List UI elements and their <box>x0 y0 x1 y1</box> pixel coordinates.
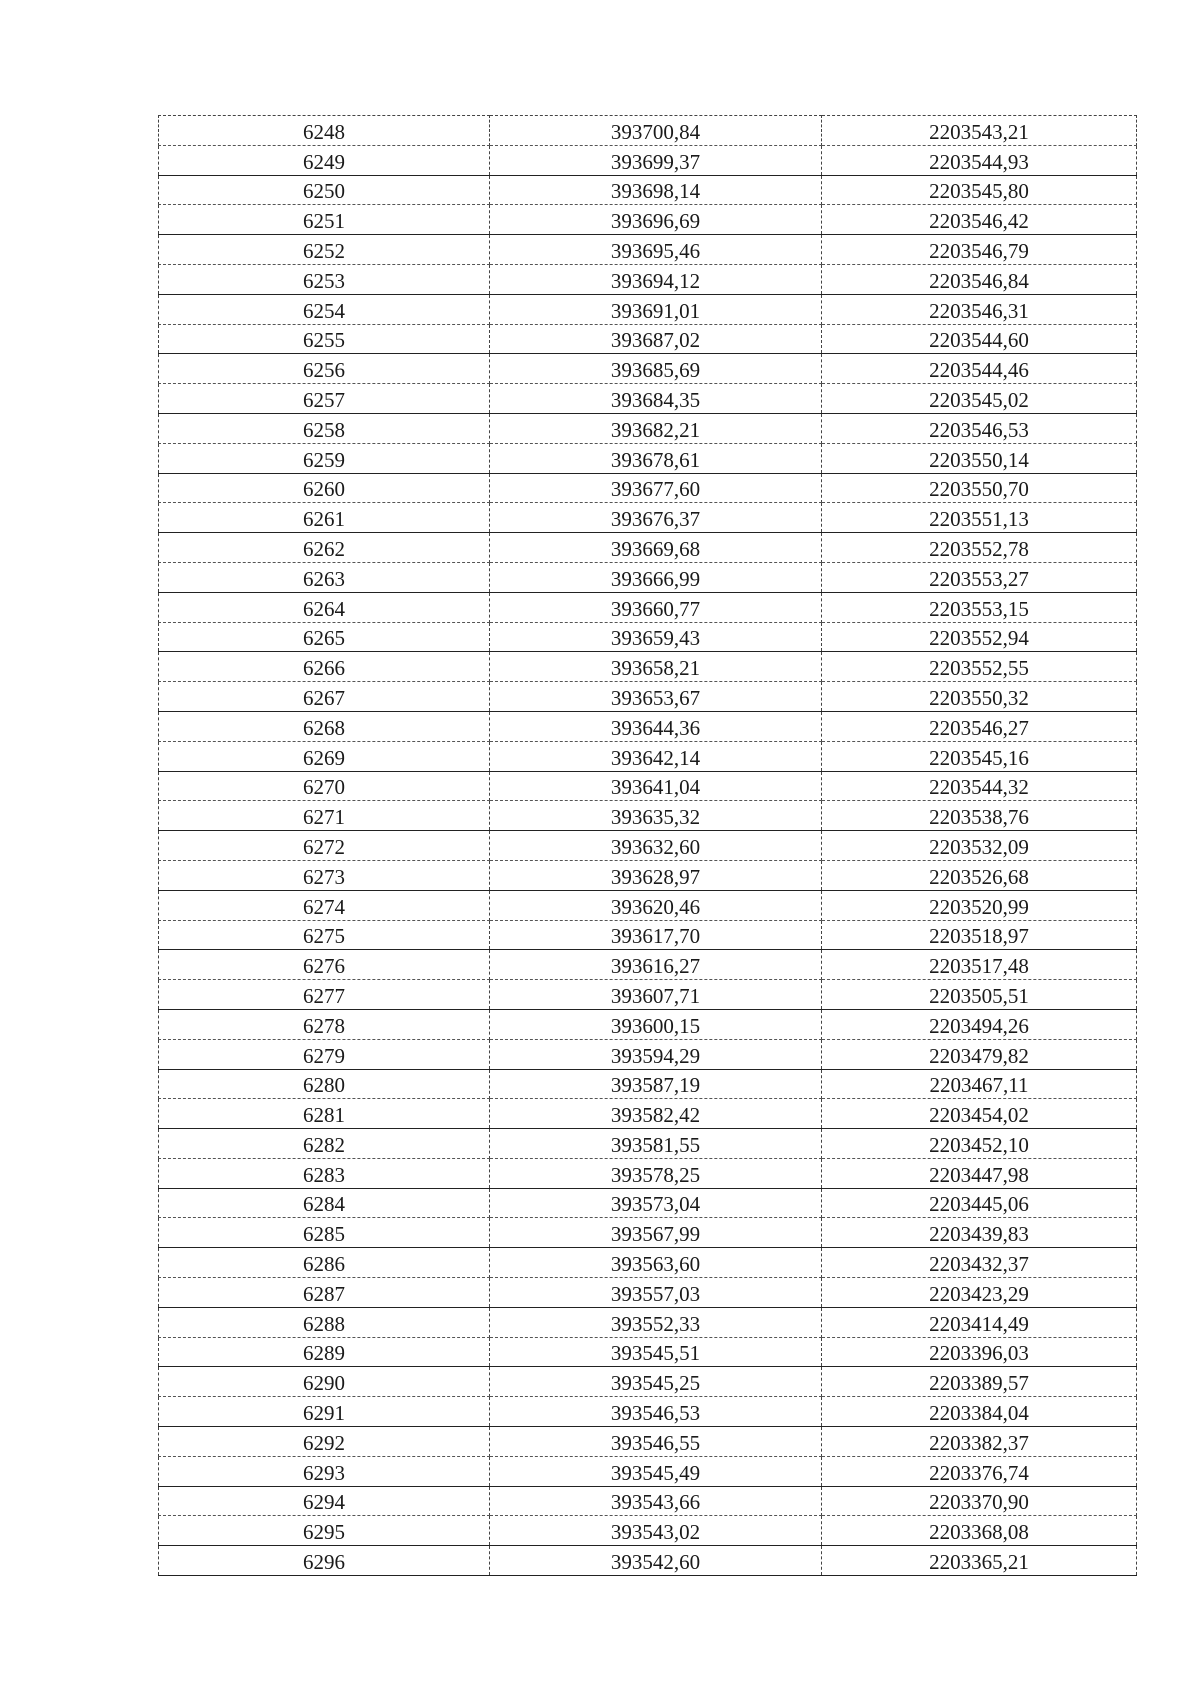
coordinates-table <box>158 115 1137 1576</box>
table-row <box>159 711 1137 741</box>
table-row <box>159 473 1137 503</box>
table-row <box>159 920 1137 950</box>
table-row <box>159 1397 1137 1427</box>
x-coordinate-cell: 393644,36 <box>490 711 822 741</box>
point-number-cell: 6274 <box>159 890 490 920</box>
y-coordinate-cell: 2203553,15 <box>822 592 1137 622</box>
y-coordinate-cell: 2203384,04 <box>822 1397 1137 1427</box>
y-coordinate-cell: 2203432,37 <box>822 1248 1137 1278</box>
x-coordinate-cell: 393699,37 <box>490 145 822 175</box>
y-coordinate-cell: 2203546,27 <box>822 711 1137 741</box>
point-number-cell: 6251 <box>159 205 490 235</box>
y-coordinate-cell: 2203494,26 <box>822 1009 1137 1039</box>
x-coordinate-cell: 393696,69 <box>490 205 822 235</box>
table-row <box>159 1427 1137 1457</box>
table-row <box>159 1367 1137 1397</box>
table-row <box>159 562 1137 592</box>
x-coordinate-cell: 393684,35 <box>490 384 822 414</box>
point-number-cell: 6264 <box>159 592 490 622</box>
x-coordinate-cell: 393578,25 <box>490 1158 822 1188</box>
y-coordinate-cell: 2203545,80 <box>822 175 1137 205</box>
x-coordinate-cell: 393641,04 <box>490 771 822 801</box>
y-coordinate-cell: 2203479,82 <box>822 1039 1137 1069</box>
point-number-cell: 6261 <box>159 503 490 533</box>
x-coordinate-cell: 393659,43 <box>490 622 822 652</box>
point-number-cell: 6253 <box>159 264 490 294</box>
x-coordinate-cell: 393635,32 <box>490 801 822 831</box>
x-coordinate-cell: 393563,60 <box>490 1248 822 1278</box>
y-coordinate-cell: 2203445,06 <box>822 1188 1137 1218</box>
x-coordinate-cell: 393557,03 <box>490 1278 822 1308</box>
point-number-cell: 6282 <box>159 1129 490 1159</box>
point-number-cell: 6271 <box>159 801 490 831</box>
table-row <box>159 1158 1137 1188</box>
x-coordinate-cell: 393594,29 <box>490 1039 822 1069</box>
table-row <box>159 950 1137 980</box>
x-coordinate-cell: 393582,42 <box>490 1099 822 1129</box>
y-coordinate-cell: 2203546,79 <box>822 235 1137 265</box>
y-coordinate-cell: 2203546,53 <box>822 413 1137 443</box>
table-row <box>159 831 1137 861</box>
y-coordinate-cell: 2203376,74 <box>822 1456 1137 1486</box>
point-number-cell: 6267 <box>159 682 490 712</box>
y-coordinate-cell: 2203546,31 <box>822 294 1137 324</box>
y-coordinate-cell: 2203365,21 <box>822 1546 1137 1576</box>
y-coordinate-cell: 2203505,51 <box>822 980 1137 1010</box>
y-coordinate-cell: 2203532,09 <box>822 831 1137 861</box>
y-coordinate-cell: 2203544,93 <box>822 145 1137 175</box>
y-coordinate-cell: 2203518,97 <box>822 920 1137 950</box>
table-row <box>159 1278 1137 1308</box>
table-row <box>159 741 1137 771</box>
table-row <box>159 1307 1137 1337</box>
table-row <box>159 801 1137 831</box>
y-coordinate-cell: 2203552,78 <box>822 533 1137 563</box>
point-number-cell: 6272 <box>159 831 490 861</box>
table-row <box>159 324 1137 354</box>
x-coordinate-cell: 393660,77 <box>490 592 822 622</box>
x-coordinate-cell: 393685,69 <box>490 354 822 384</box>
x-coordinate-cell: 393695,46 <box>490 235 822 265</box>
point-number-cell: 6280 <box>159 1069 490 1099</box>
point-number-cell: 6273 <box>159 860 490 890</box>
point-number-cell: 6279 <box>159 1039 490 1069</box>
table-row <box>159 354 1137 384</box>
point-number-cell: 6248 <box>159 116 490 146</box>
table-row <box>159 1039 1137 1069</box>
point-number-cell: 6283 <box>159 1158 490 1188</box>
point-number-cell: 6292 <box>159 1427 490 1457</box>
table-row <box>159 384 1137 414</box>
x-coordinate-cell: 393687,02 <box>490 324 822 354</box>
table-row <box>159 860 1137 890</box>
y-coordinate-cell: 2203368,08 <box>822 1516 1137 1546</box>
table-row <box>159 145 1137 175</box>
y-coordinate-cell: 2203544,46 <box>822 354 1137 384</box>
point-number-cell: 6260 <box>159 473 490 503</box>
x-coordinate-cell: 393600,15 <box>490 1009 822 1039</box>
x-coordinate-cell: 393616,27 <box>490 950 822 980</box>
x-coordinate-cell: 393628,97 <box>490 860 822 890</box>
x-coordinate-cell: 393617,70 <box>490 920 822 950</box>
table-row <box>159 592 1137 622</box>
y-coordinate-cell: 2203546,42 <box>822 205 1137 235</box>
x-coordinate-cell: 393573,04 <box>490 1188 822 1218</box>
point-number-cell: 6281 <box>159 1099 490 1129</box>
y-coordinate-cell: 2203423,29 <box>822 1278 1137 1308</box>
table-row <box>159 622 1137 652</box>
y-coordinate-cell: 2203452,10 <box>822 1129 1137 1159</box>
y-coordinate-cell: 2203517,48 <box>822 950 1137 980</box>
table-row <box>159 443 1137 473</box>
table-row <box>159 1516 1137 1546</box>
y-coordinate-cell: 2203551,13 <box>822 503 1137 533</box>
x-coordinate-cell: 393658,21 <box>490 652 822 682</box>
x-coordinate-cell: 393632,60 <box>490 831 822 861</box>
table-row <box>159 264 1137 294</box>
point-number-cell: 6256 <box>159 354 490 384</box>
table-row <box>159 1486 1137 1516</box>
point-number-cell: 6268 <box>159 711 490 741</box>
y-coordinate-cell: 2203545,02 <box>822 384 1137 414</box>
point-number-cell: 6262 <box>159 533 490 563</box>
point-number-cell: 6266 <box>159 652 490 682</box>
point-number-cell: 6277 <box>159 980 490 1010</box>
y-coordinate-cell: 2203370,90 <box>822 1486 1137 1516</box>
point-number-cell: 6291 <box>159 1397 490 1427</box>
x-coordinate-cell: 393545,49 <box>490 1456 822 1486</box>
point-number-cell: 6286 <box>159 1248 490 1278</box>
y-coordinate-cell: 2203552,94 <box>822 622 1137 652</box>
table-row <box>159 294 1137 324</box>
x-coordinate-cell: 393642,14 <box>490 741 822 771</box>
x-coordinate-cell: 393691,01 <box>490 294 822 324</box>
y-coordinate-cell: 2203545,16 <box>822 741 1137 771</box>
x-coordinate-cell: 393567,99 <box>490 1218 822 1248</box>
point-number-cell: 6294 <box>159 1486 490 1516</box>
y-coordinate-cell: 2203552,55 <box>822 652 1137 682</box>
x-coordinate-cell: 393545,25 <box>490 1367 822 1397</box>
y-coordinate-cell: 2203550,32 <box>822 682 1137 712</box>
point-number-cell: 6295 <box>159 1516 490 1546</box>
table-row <box>159 235 1137 265</box>
x-coordinate-cell: 393543,66 <box>490 1486 822 1516</box>
x-coordinate-cell: 393700,84 <box>490 116 822 146</box>
x-coordinate-cell: 393677,60 <box>490 473 822 503</box>
point-number-cell: 6293 <box>159 1456 490 1486</box>
table-row <box>159 1456 1137 1486</box>
table-row <box>159 1218 1137 1248</box>
point-number-cell: 6265 <box>159 622 490 652</box>
point-number-cell: 6270 <box>159 771 490 801</box>
table-row <box>159 1546 1137 1576</box>
table-row <box>159 1337 1137 1367</box>
y-coordinate-cell: 2203520,99 <box>822 890 1137 920</box>
y-coordinate-cell: 2203538,76 <box>822 801 1137 831</box>
table-row <box>159 1188 1137 1218</box>
x-coordinate-cell: 393698,14 <box>490 175 822 205</box>
table-row <box>159 682 1137 712</box>
y-coordinate-cell: 2203454,02 <box>822 1099 1137 1129</box>
x-coordinate-cell: 393581,55 <box>490 1129 822 1159</box>
point-number-cell: 6289 <box>159 1337 490 1367</box>
table-row <box>159 1248 1137 1278</box>
point-number-cell: 6288 <box>159 1307 490 1337</box>
table-row <box>159 1129 1137 1159</box>
x-coordinate-cell: 393587,19 <box>490 1069 822 1099</box>
table-row <box>159 1009 1137 1039</box>
x-coordinate-cell: 393546,53 <box>490 1397 822 1427</box>
table-row <box>159 175 1137 205</box>
y-coordinate-cell: 2203414,49 <box>822 1307 1137 1337</box>
point-number-cell: 6285 <box>159 1218 490 1248</box>
table-row <box>159 652 1137 682</box>
y-coordinate-cell: 2203389,57 <box>822 1367 1137 1397</box>
point-number-cell: 6290 <box>159 1367 490 1397</box>
table-row <box>159 413 1137 443</box>
table-row <box>159 205 1137 235</box>
point-number-cell: 6252 <box>159 235 490 265</box>
point-number-cell: 6287 <box>159 1278 490 1308</box>
y-coordinate-cell: 2203382,37 <box>822 1427 1137 1457</box>
x-coordinate-cell: 393653,67 <box>490 682 822 712</box>
point-number-cell: 6284 <box>159 1188 490 1218</box>
table-row <box>159 533 1137 563</box>
x-coordinate-cell: 393676,37 <box>490 503 822 533</box>
y-coordinate-cell: 2203544,60 <box>822 324 1137 354</box>
x-coordinate-cell: 393678,61 <box>490 443 822 473</box>
point-number-cell: 6249 <box>159 145 490 175</box>
y-coordinate-cell: 2203526,68 <box>822 860 1137 890</box>
x-coordinate-cell: 393694,12 <box>490 264 822 294</box>
table-row <box>159 980 1137 1010</box>
x-coordinate-cell: 393543,02 <box>490 1516 822 1546</box>
x-coordinate-cell: 393552,33 <box>490 1307 822 1337</box>
table-row <box>159 890 1137 920</box>
point-number-cell: 6263 <box>159 562 490 592</box>
y-coordinate-cell: 2203396,03 <box>822 1337 1137 1367</box>
point-number-cell: 6258 <box>159 413 490 443</box>
x-coordinate-cell: 393542,60 <box>490 1546 822 1576</box>
table-row <box>159 771 1137 801</box>
point-number-cell: 6255 <box>159 324 490 354</box>
table-row <box>159 1069 1137 1099</box>
y-coordinate-cell: 2203467,11 <box>822 1069 1137 1099</box>
x-coordinate-cell: 393545,51 <box>490 1337 822 1367</box>
point-number-cell: 6276 <box>159 950 490 980</box>
point-number-cell: 6296 <box>159 1546 490 1576</box>
point-number-cell: 6278 <box>159 1009 490 1039</box>
y-coordinate-cell: 2203553,27 <box>822 562 1137 592</box>
point-number-cell: 6254 <box>159 294 490 324</box>
x-coordinate-cell: 393546,55 <box>490 1427 822 1457</box>
y-coordinate-cell: 2203550,14 <box>822 443 1137 473</box>
y-coordinate-cell: 2203447,98 <box>822 1158 1137 1188</box>
y-coordinate-cell: 2203546,84 <box>822 264 1137 294</box>
x-coordinate-cell: 393620,46 <box>490 890 822 920</box>
point-number-cell: 6250 <box>159 175 490 205</box>
point-number-cell: 6269 <box>159 741 490 771</box>
point-number-cell: 6259 <box>159 443 490 473</box>
x-coordinate-cell: 393669,68 <box>490 533 822 563</box>
table-row <box>159 1099 1137 1129</box>
x-coordinate-cell: 393607,71 <box>490 980 822 1010</box>
x-coordinate-cell: 393666,99 <box>490 562 822 592</box>
table-row <box>159 116 1137 146</box>
point-number-cell: 6257 <box>159 384 490 414</box>
y-coordinate-cell: 2203544,32 <box>822 771 1137 801</box>
x-coordinate-cell: 393682,21 <box>490 413 822 443</box>
y-coordinate-cell: 2203550,70 <box>822 473 1137 503</box>
coordinates-table-body <box>159 116 1137 1576</box>
y-coordinate-cell: 2203543,21 <box>822 116 1137 146</box>
table-row <box>159 503 1137 533</box>
y-coordinate-cell: 2203439,83 <box>822 1218 1137 1248</box>
point-number-cell: 6275 <box>159 920 490 950</box>
